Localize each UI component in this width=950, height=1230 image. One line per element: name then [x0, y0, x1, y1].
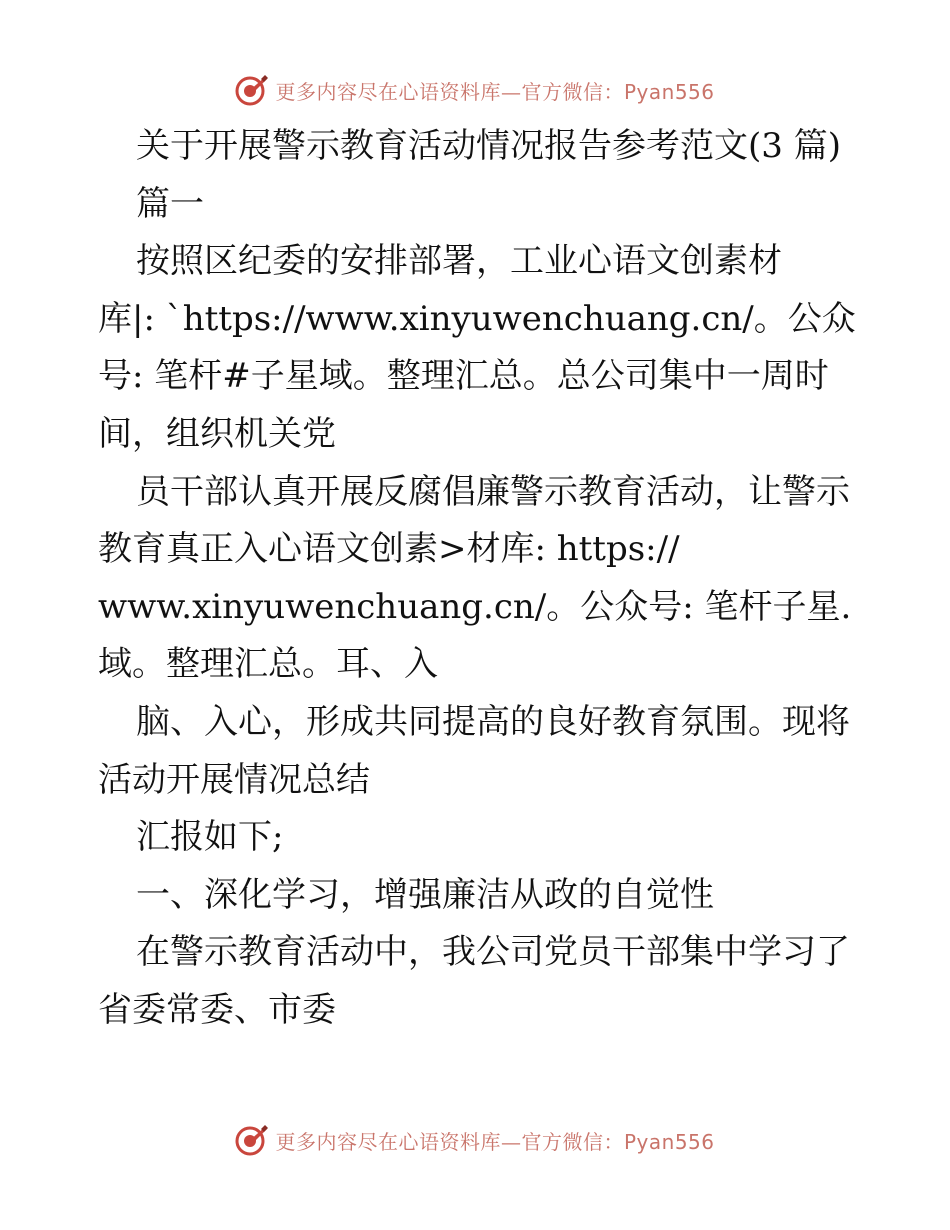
paragraph-line: 库|: `https://www.xinyuwenchuang.cn/。公众 — [98, 298, 856, 339]
paragraph-line: www.xinyuwenchuang.cn/。公众号: 笔杆子星. — [98, 586, 852, 627]
watermark-footer — [0, 1120, 950, 1160]
paragraph-line: 脑、入心，形成共同提高的良好教育氛围。现将 — [136, 701, 850, 742]
pen-logo-icon — [235, 73, 269, 107]
document-body — [98, 118, 858, 1040]
pen-logo-icon — [235, 1123, 269, 1157]
paragraph-line: 教育真正入心语文创素>材库: https:// — [98, 529, 680, 570]
paragraph-line: 汇报如下; — [136, 817, 284, 858]
section-subheading: 一、深化学习，增强廉洁从政的自觉性 — [136, 874, 714, 915]
paragraph-line: 省委常委、市委 — [98, 989, 336, 1030]
paragraph-line: 域。整理汇总。耳、入 — [98, 644, 438, 685]
paragraph-line: 间，组织机关党 — [98, 413, 336, 454]
watermark-text: 更多内容尽在心语资料库—官方微信：Pyan556 — [275, 79, 715, 104]
watermark-header — [0, 70, 950, 110]
paragraph-line: 活动开展情况总结 — [98, 759, 370, 800]
section-heading: 篇一 — [136, 183, 204, 224]
document-title: 关于开展警示教育活动情况报告参考范文(3 篇) — [136, 126, 841, 166]
paragraph-line: 号: 笔杆#子星域。整理汇总。总公司集中一周时 — [98, 356, 829, 397]
paragraph-line: 按照区纪委的安排部署，工业心语文创素材 — [136, 241, 782, 282]
paragraph-line: 在警示教育活动中，我公司党员干部集中学习了 — [136, 932, 850, 973]
paragraph-line: 员干部认真开展反腐倡廉警示教育活动，让警示 — [136, 471, 850, 512]
watermark-text: 更多内容尽在心语资料库—官方微信：Pyan556 — [275, 1129, 715, 1154]
